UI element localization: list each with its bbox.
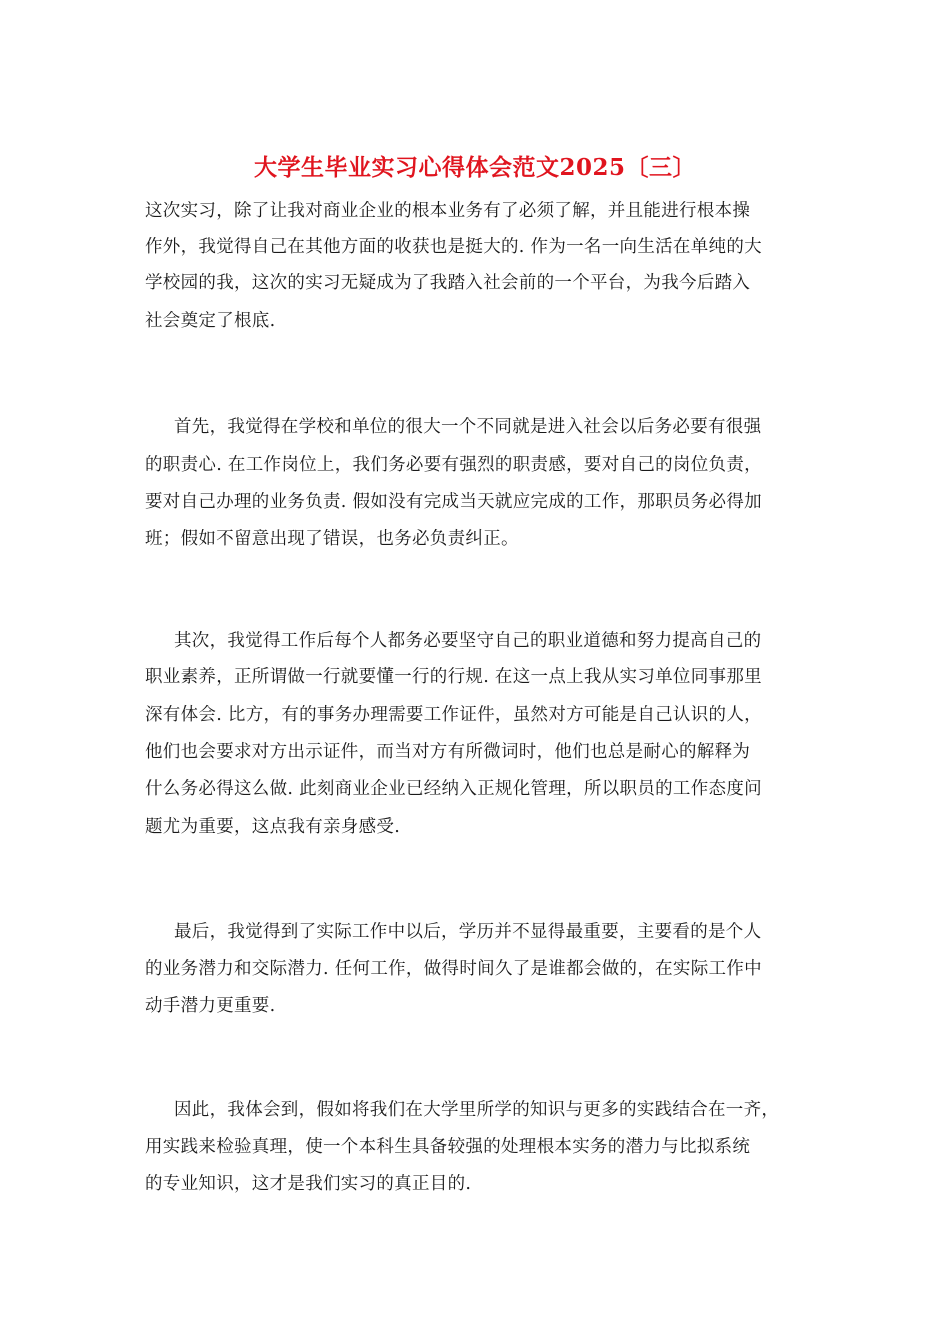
- paragraph-2-line-1: 首先，我觉得在学校和单位的很大一个不同就是进入社会以后务必要有很强: [174, 417, 762, 437]
- paragraph-2-line-2: 的职责心. 在工作岗位上，我们务必要有强烈的职责感，要对自己的岗位负责，: [145, 455, 762, 475]
- paragraph-3-line-6: 题尤为重要，这点我有亲身感受.: [145, 817, 401, 837]
- paragraph-1-line-2: 作外，我觉得自己在其他方面的收获也是挺大的. 作为一名一向生活在单纯的大: [145, 237, 762, 257]
- document-title: 大学生毕业实习心得体会范文2025〔三〕: [253, 154, 696, 181]
- paragraph-3-line-3: 深有体会. 比方，有的事务办理需要工作证件，虽然对方可能是自己认识的人，: [145, 705, 762, 725]
- paragraph-5-line-1: 因此，我体会到，假如将我们在大学里所学的知识与更多的实践结合在一齐，: [174, 1100, 780, 1120]
- paragraph-1-line-4: 社会奠定了根底.: [145, 311, 276, 331]
- paragraph-4-line-2: 的业务潜力和交际潜力. 任何工作，做得时间久了是谁都会做的，在实际工作中: [145, 959, 762, 979]
- paragraph-3-line-5: 什么务必得这么做. 此刻商业企业已经纳入正规化管理，所以职员的工作态度问: [145, 779, 762, 799]
- paragraph-1-line-1: 这次实习，除了让我对商业企业的根本业务有了必须了解，并且能进行根本操: [145, 201, 751, 221]
- paragraph-3-line-1: 其次，我觉得工作后每个人都务必要坚守自己的职业道德和努力提高自己的: [174, 631, 762, 651]
- paragraph-3-line-4: 他们也会要求对方出示证件，而当对方有所微词时，他们也总是耐心的解释为: [145, 742, 751, 762]
- paragraph-4-line-1: 最后，我觉得到了实际工作中以后，学历并不显得最重要，主要看的是个人: [174, 922, 762, 942]
- paragraph-3-line-2: 职业素养，正所谓做一行就要懂一行的行规. 在这一点上我从实习单位同事那里: [145, 667, 762, 687]
- paragraph-5-line-3: 的专业知识，这才是我们实习的真正目的.: [145, 1174, 472, 1194]
- paragraph-1-line-3: 学校园的我，这次的实习无疑成为了我踏入社会前的一个平台，为我今后踏入: [145, 273, 751, 293]
- paragraph-5-line-2: 用实践来检验真理，使一个本科生具备较强的处理根本实务的潜力与比拟系统: [145, 1137, 751, 1157]
- paragraph-4-line-3: 动手潜力更重要.: [145, 996, 276, 1016]
- paragraph-2-line-4: 班；假如不留意出现了错误，也务必负责纠正。: [145, 529, 519, 549]
- paragraph-2-line-3: 要对自己办理的业务负责. 假如没有完成当天就应完成的工作，那职员务必得加: [145, 492, 762, 512]
